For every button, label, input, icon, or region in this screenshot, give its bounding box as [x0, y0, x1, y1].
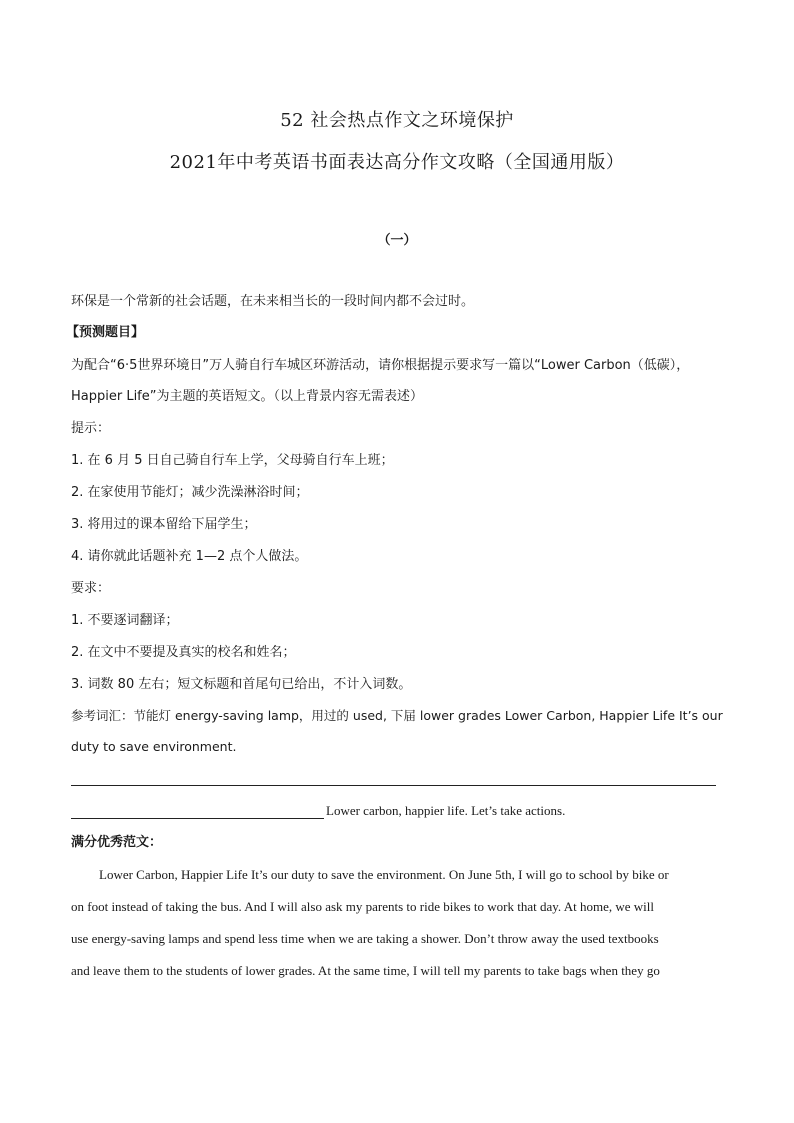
- hint-item: 1. 在 6 月 5 日自己骑自行车上学，父母骑自行车上班；: [71, 453, 394, 468]
- document-title: 52 社会热点作文之环境保护: [280, 110, 514, 131]
- requirement-item: 1. 不要逐词翻译；: [71, 613, 179, 628]
- closing-sentence: Lower carbon, happier life. Let’s take actions.: [326, 803, 566, 818]
- section-number: （一）: [377, 233, 417, 248]
- prompt-line-2: Happier Life”为主题的英语短文。（以上背景内容无需表述）: [71, 389, 423, 404]
- intro-paragraph: 环保是一个常新的社会话题，在未来相当长的一段时间内都不会过时。: [71, 294, 475, 309]
- requirement-item: 2. 在文中不要提及真实的校名和姓名；: [71, 645, 296, 660]
- essay-line: on foot instead of taking the bus. And I will also ask my parents to ride bikes to work that day. At home, we will: [71, 899, 654, 914]
- hint-item: 3. 将用过的课本留给下届学生；: [71, 517, 257, 532]
- writing-blank: [71, 818, 324, 819]
- model-essay-heading: 满分优秀范文：: [71, 835, 163, 850]
- requirements-label: 要求：: [71, 581, 111, 596]
- prompt-line-1: 为配合“6·5世界环境日”万人骑自行车城区环游活动，请你根据提示要求写一篇以“Lower Carbon（低碳），: [71, 358, 690, 373]
- prediction-heading: 【预测题目】: [66, 325, 145, 340]
- writing-line: [71, 785, 716, 786]
- essay-line: and leave them to the students of lower grades. At the same time, I will tell my parents to take bags when they go: [71, 963, 660, 978]
- vocabulary-line-1: 参考词汇：节能灯 energy-saving lamp，用过的 used, 下届 lower grades Lower Carbon, Happier Life It’s our: [71, 708, 723, 723]
- requirement-item: 3. 词数 80 左右；短文标题和首尾句已给出，不计入词数。: [71, 677, 412, 692]
- hint-item: 2. 在家使用节能灯；减少洗澡淋浴时间；: [71, 485, 309, 500]
- essay-line: Lower Carbon, Happier Life It’s our duty to save the environment. On June 5th, I will go to school by bike or: [99, 867, 669, 882]
- hint-item: 4. 请你就此话题补充 1—2 点个人做法。: [71, 549, 308, 564]
- essay-line: use energy-saving lamps and spend less time when we are taking a shower. Don’t throw away the used textbooks: [71, 931, 659, 946]
- vocabulary-line-2: duty to save environment.: [71, 739, 237, 754]
- document-subtitle: 2021年中考英语书面表达高分作文攻略（全国通用版）: [169, 152, 625, 173]
- hints-label: 提示：: [71, 421, 111, 436]
